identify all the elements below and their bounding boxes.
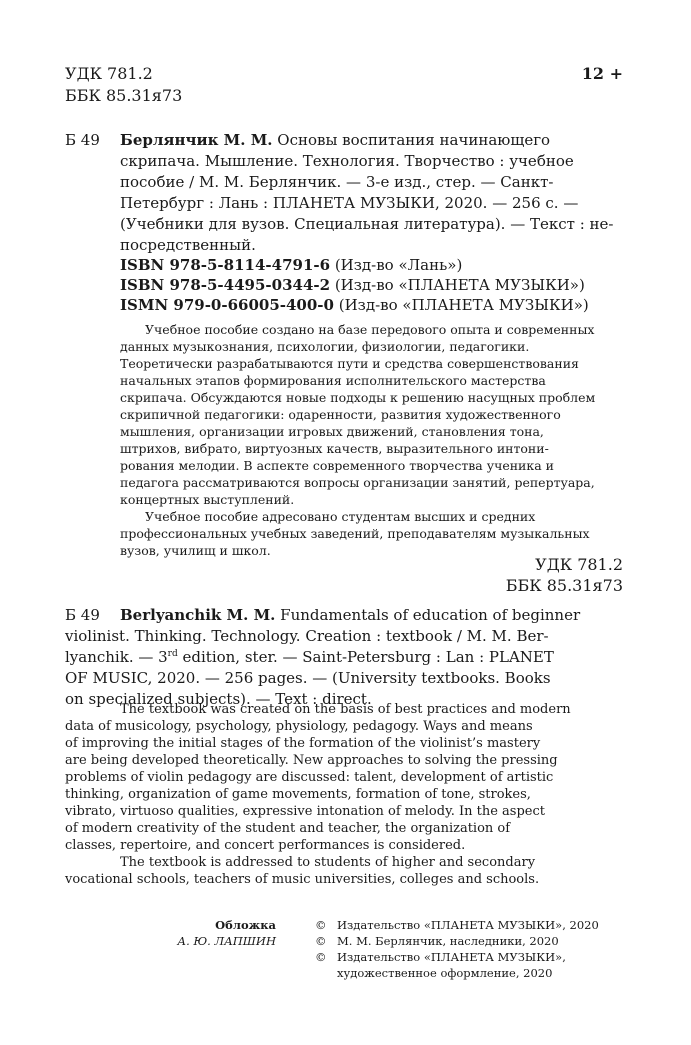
isbn-line: ISBN 978-5-8114-4791-6 (Изд-во «Лань») <box>120 256 463 274</box>
en-author: Berlyanchik M. M. <box>120 606 276 624</box>
udk-code: УДК 781.2 <box>65 64 153 83</box>
copyright-icon: © <box>315 950 327 964</box>
copyright-icon: © <box>315 918 327 932</box>
age-rating: 12 + <box>581 64 623 83</box>
ru-record-line: пособие / М. М. Берлянчик. — 3-е изд., стер. — Санкт- <box>120 173 554 191</box>
ru-entry-index: Б 49 <box>65 131 100 149</box>
bbk-code: ББК 85.31я73 <box>65 86 183 105</box>
isbn-line: ISBN 978-5-4495-0344-2 (Изд-во «ПЛАНЕТА МУЗЫКИ») <box>120 276 585 294</box>
ru-author: Берлянчик М. М. <box>120 131 273 149</box>
ru-record-line: Берлянчик М. М. Основы воспитания начинающего <box>120 131 551 149</box>
cover-label: Обложка <box>215 918 276 932</box>
cover-artist: А. Ю. ЛАПШИН <box>177 934 276 948</box>
copyright-icon: © <box>315 934 327 948</box>
ru-record-line: посредственный. <box>120 236 256 254</box>
ru-record-line: Петербург : Лань : ПЛАНЕТА МУЗЫКИ, 2020. — 256 с. — <box>120 194 579 212</box>
ismn-line: ISMN 979-0-66005-400-0 (Изд-во «ПЛАНЕТА МУЗЫКИ») <box>120 296 589 314</box>
ru-bbk-code: ББК 85.31я73 <box>505 576 623 595</box>
en-entry-index: Б 49 <box>65 606 100 624</box>
ru-record-line: (Учебники для вузов. Специальная литература). — Текст : не- <box>120 215 614 233</box>
ru-record-line: скрипача. Мышление. Технология. Творчество : учебное <box>120 152 574 170</box>
ru-udk-code: УДК 781.2 <box>535 555 623 574</box>
